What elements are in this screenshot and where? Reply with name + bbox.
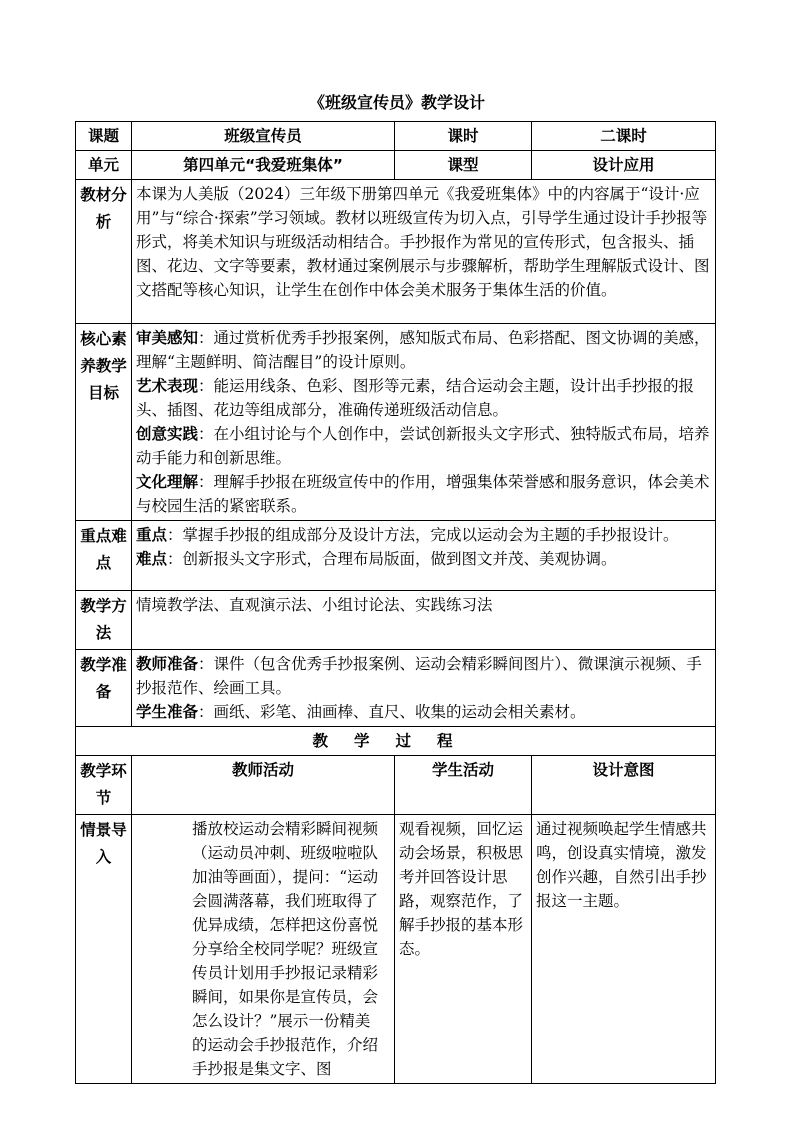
intro-student-activity: 观看视频，回忆运动会场景，积极思考并回答设计思路，观察范作，了解手抄报的基本形态。 bbox=[395, 815, 532, 1084]
goal-item: 文化理解：理解手抄报在班级宣传中的作用，增强集体荣誉感和服务意识，体会美术与校园生活的紧密联系。 bbox=[136, 473, 710, 515]
period-value: 二课时 bbox=[532, 122, 716, 151]
methods-label: 教学方法 bbox=[76, 591, 132, 650]
unit-row bbox=[76, 151, 716, 180]
goals-row bbox=[76, 324, 716, 521]
analysis-row bbox=[76, 180, 716, 324]
type-value: 设计应用 bbox=[532, 151, 716, 180]
process-header-teacher: 教师活动 bbox=[132, 756, 395, 815]
prep-content bbox=[132, 650, 716, 727]
process-header-stage: 教学环节 bbox=[76, 756, 132, 815]
course-label: 课题 bbox=[76, 122, 132, 151]
prep-item: 学生准备：画纸、彩笔、油画棒、直尺、收集的运动会相关素材。 bbox=[136, 703, 586, 721]
course-value: 班级宣传员 bbox=[132, 122, 395, 151]
keypoints-row bbox=[76, 521, 716, 591]
keypoint-item: 重点：掌握手抄报的组成部分及设计方法，完成以运动会为主题的手抄报设计。 bbox=[136, 526, 679, 544]
intro-teacher-activity: 播放校运动会精彩瞬间视频（运动员冲刺、班级啦啦队加油等画面），提问：“运动会圆满落幕，我们班取得了优异成绩，怎样把这份喜悦分享给全校同学呢？班级宣传员计划用手抄报记录精彩瞬间，如果你是宣传员，会怎么设计？”展示一份精美的运动会手抄报范作，介绍手抄报是集文字、图 bbox=[132, 815, 395, 1084]
process-header-student: 学生活动 bbox=[395, 756, 532, 815]
process-header-intent: 设计意图 bbox=[532, 756, 716, 815]
goal-item: 创意实践：在小组讨论与个人创作中，尝试创新报头文字形式、独特版式布局，培养动手能力和创新思维。 bbox=[136, 425, 710, 467]
document-title: 《班级宣传员》教学设计 bbox=[308, 93, 485, 112]
goal-item: 审美感知：通过赏析优秀手抄报案例，感知版式布局、色彩搭配、图文协调的美感，理解“主题鲜明、简洁醒目”的设计原则。 bbox=[136, 329, 710, 371]
process-header-row bbox=[76, 756, 716, 815]
keypoint-item: 难点：创新报头文字形式，合理布局版面，做到图文并茂、美观协调。 bbox=[136, 550, 617, 568]
analysis-label: 教材分析 bbox=[76, 180, 132, 324]
process-title-row bbox=[76, 727, 716, 756]
prep-row bbox=[76, 650, 716, 727]
analysis-text: 本课为人美版（2024）三年级下册第四单元《我爱班集体》中的内容属于“设计·应用”与“综合·探索”学习领域。教材以班级宣传为切入点，引导学生通过设计手抄报等形式，将美术知识与班级活动相结合。手抄报作为常见的宣传形式，包含报头、插图、花边、文字等要素，教材通过案例展示与步骤解析，帮助学生理解版式设计、图文搭配等核心知识，让学生在创作中体会美术服务于集体生活的价值。 bbox=[132, 180, 716, 324]
methods-row bbox=[76, 591, 716, 650]
unit-label: 单元 bbox=[76, 151, 132, 180]
type-label: 课型 bbox=[395, 151, 532, 180]
keypoints-content bbox=[132, 521, 716, 591]
prep-label: 教学准备 bbox=[76, 650, 132, 727]
lesson-plan-table bbox=[75, 121, 716, 1084]
unit-value: 第四单元“我爱班集体” bbox=[132, 151, 395, 180]
course-row bbox=[76, 122, 716, 151]
methods-text: 情境教学法、直观演示法、小组讨论法、实践练习法 bbox=[132, 591, 716, 650]
period-label: 课时 bbox=[395, 122, 532, 151]
goals-content bbox=[132, 324, 716, 521]
prep-item: 教师准备：课件（包含优秀手抄报案例、运动会精彩瞬间图片）、微课演示视频、手抄报范作、绘画工具。 bbox=[136, 655, 702, 697]
intro-design-intent: 通过视频唤起学生情感共鸣，创设真实情境，激发创作兴趣，自然引出手抄报这一主题。 bbox=[532, 815, 716, 1084]
process-title: 教学过程 bbox=[76, 727, 716, 756]
intro-label: 情景导入 bbox=[76, 815, 132, 1084]
goals-label: 核心素养教学目标 bbox=[76, 324, 132, 521]
goal-item: 艺术表现：能运用线条、色彩、图形等元素，结合运动会主题，设计出手抄报的报头、插图、花边等组成部分，准确传递班级活动信息。 bbox=[136, 377, 695, 419]
keypoints-label: 重点难点 bbox=[76, 521, 132, 591]
intro-row bbox=[76, 815, 716, 1084]
